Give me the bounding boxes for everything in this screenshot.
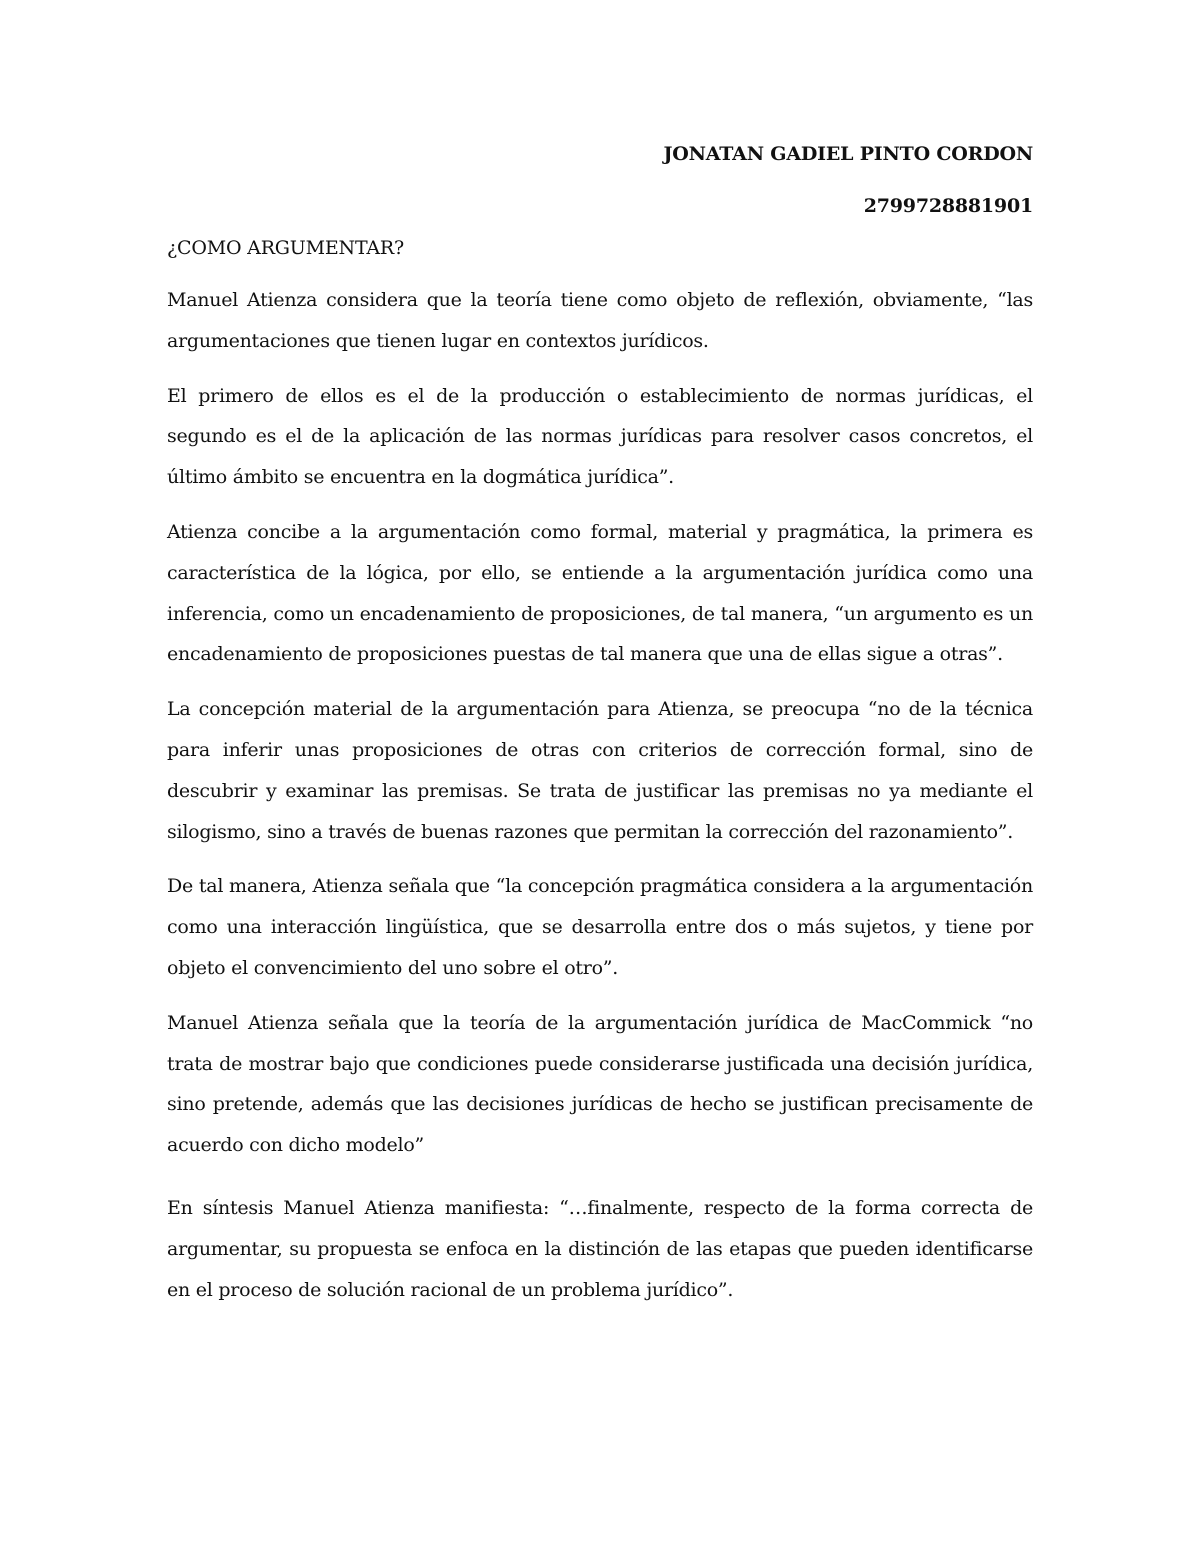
document-title: ¿COMO ARGUMENTAR?: [167, 237, 404, 259]
document-body: [167, 138, 1033, 1324]
paragraph-4: La concepción material de la argumentación para Atienza, se preocupa “no de la técnica para inferir unas proposiciones de otras con criterios de corrección formal, sino de descubrir y examinar las premisas. Se trata de justificar las premisas no ya mediante el silogismo, sino a través de buenas razones que permitan la corrección del razonamiento”.: [167, 698, 1033, 843]
paragraph-6: Manuel Atienza señala que la teoría de la argumentación jurídica de MacCommick “no trata de mostrar bajo que condiciones puede considerarse justificada una decisión jurídica, sino pretende, además que las decisiones jurídicas de hecho se justifican precisamente de acuerdo con dicho modelo”: [167, 1011, 1033, 1157]
paragraph-1: Manuel Atienza considera que la teoría tiene como objeto de reflexión, obviamente, “las argumentaciones que tienen lugar en contextos jurídicos.: [167, 289, 1033, 352]
author-name: JONATAN GADIEL PINTO CORDON: [663, 143, 1033, 165]
paragraph-5: De tal manera, Atienza señala que “la concepción pragmática considera a la argumentación como una interacción lingüística, que se desarrolla entre dos o más sujetos, y tiene por objeto el convencimiento del uno sobre el otro”.: [167, 875, 1033, 979]
paragraph-3: Atienza concibe a la argumentación como formal, material y pragmática, la primera es característica de la lógica, por ello, se entiende a la argumentación jurídica como una inferencia, como un encadenamiento de proposiciones, de tal manera, “un argumento es un encadenamiento de proposiciones puestas de tal manera que una de ellas sigue a otras”.: [167, 520, 1033, 666]
paragraph-7: En síntesis Manuel Atienza manifiesta: “…finalmente, respecto de la forma correcta de argumentar, su propuesta se enfoca en la distinción de las etapas que pueden identificarse en el proceso de solución racional de un problema jurídico”.: [167, 1196, 1033, 1301]
paragraph-2: El primero de ellos es el de la producción o establecimiento de normas jurídicas, el segundo es el de la aplicación de las normas jurídicas para resolver casos concretos, el último ámbito se encuentra en la dogmática jurídica”.: [167, 384, 1033, 489]
author-id: 2799728881901: [863, 195, 1033, 217]
